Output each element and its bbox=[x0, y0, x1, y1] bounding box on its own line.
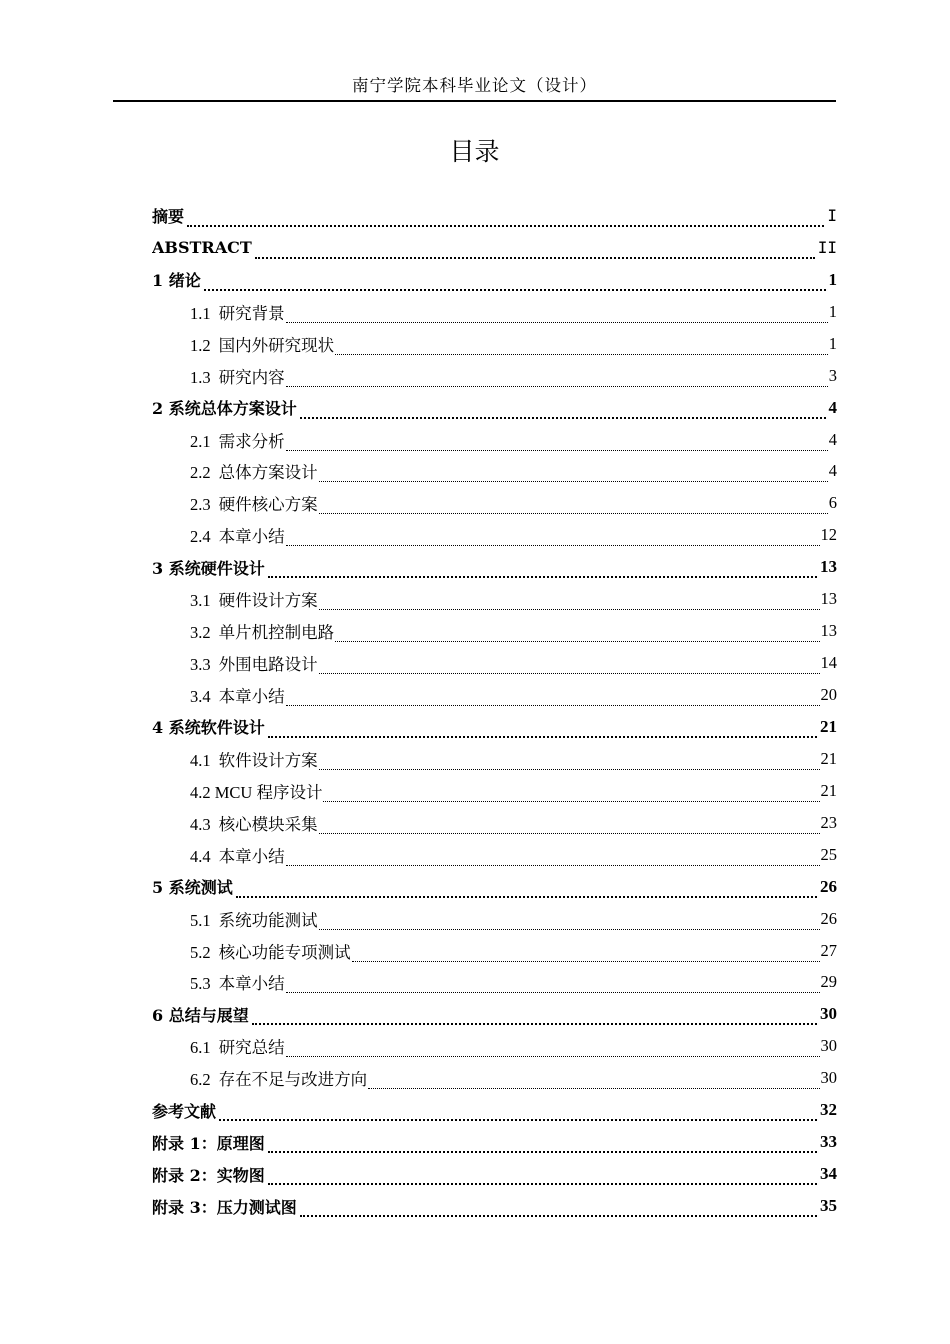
dot-leader bbox=[352, 961, 820, 962]
dot-leader bbox=[323, 801, 819, 802]
toc-entry-number: 5.1 bbox=[190, 910, 211, 930]
toc-entry-label bbox=[152, 1131, 265, 1154]
toc-entry-page-number: 25 bbox=[820, 844, 837, 864]
toc-entry-text: 系统功能测试 bbox=[218, 910, 318, 930]
toc-entry-chapter[interactable] bbox=[152, 232, 837, 264]
toc-entry-chapter[interactable] bbox=[152, 264, 837, 296]
toc-entry-label bbox=[190, 1034, 285, 1058]
toc-entry-label bbox=[152, 268, 201, 291]
dot-leader bbox=[335, 354, 828, 355]
dot-leader bbox=[252, 1023, 817, 1025]
toc-entry-text: 硬件核心方案 bbox=[218, 495, 318, 515]
toc-entry-text: 软件设计方案 bbox=[218, 750, 318, 770]
toc-entry-text: 本章小结 bbox=[218, 846, 285, 866]
toc-entry-page-number: 4 bbox=[828, 397, 837, 417]
toc-entry-page-number: 30 bbox=[820, 1068, 837, 1088]
toc-entry-label bbox=[152, 875, 233, 898]
toc-entry-page-number: 27 bbox=[820, 940, 837, 960]
toc-entry-text: ABSTRACT bbox=[152, 238, 252, 258]
toc-entry-number: 1.1 bbox=[190, 303, 211, 323]
toc-entry-text: 系统测试 bbox=[168, 878, 233, 898]
toc-entry-text: 本章小结 bbox=[218, 974, 285, 994]
toc-entry-chapter[interactable] bbox=[152, 1190, 837, 1222]
dot-leader bbox=[286, 1056, 820, 1057]
toc-entry-label bbox=[190, 332, 334, 356]
toc-entry-text: 摘要 bbox=[152, 207, 185, 227]
toc-entry-page-number: 26 bbox=[820, 908, 837, 928]
toc-entry-text: 系统总体方案设计 bbox=[168, 399, 297, 419]
toc-entry-page-number: 1 bbox=[828, 269, 837, 289]
toc-entry-section[interactable] bbox=[152, 424, 837, 456]
toc-entry-page-number: 33 bbox=[820, 1132, 837, 1152]
dot-leader bbox=[319, 609, 820, 610]
toc-entry-label bbox=[190, 587, 318, 611]
toc-entry-label bbox=[190, 843, 285, 867]
toc-entry-page-number: 20 bbox=[820, 685, 837, 705]
toc-entry-page-number: 26 bbox=[820, 876, 837, 896]
toc-entry-text: 系统软件设计 bbox=[168, 718, 265, 738]
toc-entry-page-number: 23 bbox=[820, 812, 837, 832]
toc-entry-text: 本章小结 bbox=[218, 687, 285, 707]
dot-leader bbox=[204, 289, 826, 291]
dot-leader bbox=[368, 1088, 819, 1089]
dot-leader bbox=[268, 1183, 817, 1185]
toc-entry-label bbox=[190, 747, 318, 771]
dot-leader bbox=[236, 896, 817, 898]
toc-entry-section[interactable] bbox=[152, 615, 837, 647]
toc-entry-number: 3.1 bbox=[190, 591, 211, 611]
toc-entry-number: 6.1 bbox=[190, 1038, 211, 1058]
dot-leader bbox=[319, 481, 828, 482]
dot-leader bbox=[219, 1119, 817, 1121]
toc-entry-number: 2 bbox=[152, 399, 164, 419]
toc-entry-page-number: 35 bbox=[820, 1196, 837, 1216]
toc-entry-text: 附录 1：原理图 bbox=[152, 1133, 265, 1153]
dot-leader bbox=[255, 257, 815, 259]
toc-entry-number: 6.2 bbox=[190, 1070, 211, 1090]
toc-entry-chapter[interactable] bbox=[152, 200, 837, 232]
toc-entry-label bbox=[152, 204, 184, 227]
toc-entry-section[interactable] bbox=[152, 839, 837, 871]
toc-entry-label bbox=[190, 523, 285, 547]
toc-entry-text: 绪论 bbox=[168, 271, 201, 291]
toc-entry-text: 4.2 MCU 程序设计 bbox=[190, 782, 323, 802]
toc-entry-number: 4.1 bbox=[190, 750, 211, 770]
toc-entry-page-number: 4 bbox=[828, 429, 837, 449]
toc-entry-text: 本章小结 bbox=[218, 527, 285, 547]
toc-entry-chapter[interactable] bbox=[152, 871, 837, 903]
toc-entry-label bbox=[152, 1163, 265, 1186]
table-of-contents bbox=[152, 200, 837, 1222]
toc-entry-section[interactable] bbox=[152, 296, 837, 328]
toc-entry-chapter[interactable] bbox=[152, 998, 837, 1030]
toc-entry-text: 研究总结 bbox=[218, 1038, 285, 1058]
toc-entry-section[interactable] bbox=[152, 967, 837, 999]
toc-entry-text: 核心功能专项测试 bbox=[218, 942, 351, 962]
toc-entry-label bbox=[190, 970, 285, 994]
toc-entry-chapter[interactable] bbox=[152, 711, 837, 743]
toc-entry-number: 2.2 bbox=[190, 463, 211, 483]
dot-leader bbox=[319, 513, 828, 514]
toc-entry-text: 参考文献 bbox=[152, 1101, 217, 1121]
toc-entry-number: 3.3 bbox=[190, 655, 211, 675]
toc-entry-page-number: 3 bbox=[828, 365, 837, 385]
toc-entry-number: 4.4 bbox=[190, 846, 211, 866]
toc-entry-chapter[interactable] bbox=[152, 1094, 837, 1126]
toc-entry-page-number: 30 bbox=[820, 1004, 837, 1024]
dot-leader bbox=[300, 417, 826, 419]
toc-entry-number: 3.4 bbox=[190, 687, 211, 707]
toc-entry-text: 单片机控制电路 bbox=[218, 623, 335, 643]
toc-entry-text: 总体方案设计 bbox=[218, 463, 318, 483]
dot-leader bbox=[319, 929, 820, 930]
toc-entry-section[interactable] bbox=[152, 519, 837, 551]
dot-leader bbox=[286, 322, 828, 323]
toc-entry-number: 5.2 bbox=[190, 942, 211, 962]
dot-leader bbox=[286, 545, 820, 546]
dot-leader bbox=[300, 1215, 817, 1217]
toc-entry-page-number: 21 bbox=[820, 780, 837, 800]
dot-leader bbox=[286, 450, 828, 451]
dot-leader bbox=[319, 673, 820, 674]
toc-entry-section[interactable] bbox=[152, 1062, 837, 1094]
dot-leader bbox=[286, 705, 820, 706]
toc-entry-page-number: 1 bbox=[828, 301, 837, 321]
toc-entry-section[interactable] bbox=[152, 456, 837, 488]
toc-entry-label bbox=[152, 556, 265, 579]
toc-entry-section[interactable] bbox=[152, 328, 837, 360]
toc-entry-section[interactable] bbox=[152, 647, 837, 679]
toc-entry-label bbox=[190, 907, 318, 931]
toc-entry-section[interactable] bbox=[152, 679, 837, 711]
toc-entry-section[interactable] bbox=[152, 487, 837, 519]
toc-entry-page-number: 21 bbox=[820, 748, 837, 768]
toc-entry-label bbox=[152, 1099, 216, 1122]
toc-entry-page-number: II bbox=[817, 238, 837, 258]
toc-entry-text: 核心模块采集 bbox=[218, 814, 318, 834]
toc-entry-label bbox=[190, 491, 318, 515]
toc-entry-label bbox=[190, 300, 285, 324]
toc-entry-page-number: I bbox=[827, 206, 837, 226]
toc-entry-section[interactable] bbox=[152, 743, 837, 775]
toc-entry-text: 国内外研究现状 bbox=[218, 335, 335, 355]
toc-entry-text: 系统硬件设计 bbox=[168, 558, 265, 578]
toc-entry-section[interactable] bbox=[152, 360, 837, 392]
toc-entry-number: 2.3 bbox=[190, 495, 211, 515]
toc-entry-page-number: 21 bbox=[820, 716, 837, 736]
toc-entry-page-number: 29 bbox=[820, 972, 837, 992]
toc-entry-number: 4 bbox=[152, 718, 164, 738]
running-header: 南宁学院本科毕业论文（设计） bbox=[352, 76, 597, 95]
toc-entry-label bbox=[190, 1066, 367, 1090]
toc-entry-page-number: 13 bbox=[820, 557, 837, 577]
toc-entry-text: 需求分析 bbox=[218, 431, 285, 451]
toc-entry-page-number: 30 bbox=[820, 1036, 837, 1056]
dot-leader bbox=[335, 641, 819, 642]
dot-leader bbox=[268, 736, 817, 738]
toc-entry-text: 外围电路设计 bbox=[218, 655, 318, 675]
toc-entry-label bbox=[152, 1195, 297, 1218]
toc-entry-chapter[interactable] bbox=[152, 1158, 837, 1190]
toc-entry-page-number: 12 bbox=[820, 525, 837, 545]
toc-entry-label bbox=[190, 811, 318, 835]
header-rule bbox=[113, 100, 836, 102]
toc-entry-label bbox=[190, 939, 351, 963]
toc-entry-label bbox=[152, 715, 265, 738]
toc-entry-label bbox=[152, 238, 252, 257]
toc-entry-page-number: 14 bbox=[820, 653, 837, 673]
toc-entry-page-number: 4 bbox=[828, 461, 837, 481]
toc-entry-text: 研究内容 bbox=[218, 367, 285, 387]
toc-entry-number: 6 bbox=[152, 1005, 164, 1025]
toc-entry-text: 存在不足与改进方向 bbox=[218, 1070, 368, 1090]
toc-entry-label bbox=[152, 396, 297, 419]
toc-entry-section[interactable] bbox=[152, 935, 837, 967]
toc-entry-number: 1.3 bbox=[190, 367, 211, 387]
toc-entry-chapter[interactable] bbox=[152, 551, 837, 583]
toc-entry-label bbox=[190, 459, 318, 483]
dot-leader bbox=[286, 386, 828, 387]
toc-entry-label bbox=[152, 1003, 249, 1026]
toc-entry-label bbox=[190, 619, 334, 643]
toc-entry-section[interactable] bbox=[152, 807, 837, 839]
toc-entry-number: 2.4 bbox=[190, 527, 211, 547]
toc-entry-page-number: 32 bbox=[820, 1100, 837, 1120]
toc-entry-page-number: 34 bbox=[820, 1164, 837, 1184]
toc-entry-number: 5.3 bbox=[190, 974, 211, 994]
toc-entry-section[interactable] bbox=[152, 1030, 837, 1062]
toc-entry-number: 2.1 bbox=[190, 431, 211, 451]
dot-leader bbox=[187, 225, 824, 227]
dot-leader bbox=[286, 992, 820, 993]
toc-entry-page-number: 13 bbox=[820, 589, 837, 609]
dot-leader bbox=[319, 769, 820, 770]
toc-entry-text: 总结与展望 bbox=[168, 1005, 249, 1025]
toc-entry-label bbox=[190, 683, 285, 707]
toc-entry-number: 4.3 bbox=[190, 814, 211, 834]
toc-entry-chapter[interactable] bbox=[152, 1126, 837, 1158]
toc-entry-label bbox=[190, 779, 322, 803]
toc-entry-number: 3 bbox=[152, 558, 164, 578]
toc-entry-page-number: 1 bbox=[828, 333, 837, 353]
toc-entry-number: 1.2 bbox=[190, 335, 211, 355]
toc-entry-label bbox=[190, 651, 318, 675]
toc-entry-text: 硬件设计方案 bbox=[218, 591, 318, 611]
toc-entry-chapter[interactable] bbox=[152, 392, 837, 424]
toc-entry-page-number: 6 bbox=[828, 493, 837, 513]
toc-entry-text: 研究背景 bbox=[218, 303, 285, 323]
toc-entry-number: 5 bbox=[152, 878, 164, 898]
dot-leader bbox=[319, 833, 820, 834]
dot-leader bbox=[286, 865, 820, 866]
toc-title: 目录 bbox=[449, 137, 500, 166]
toc-entry-label bbox=[190, 364, 285, 388]
toc-entry-page-number: 13 bbox=[820, 621, 837, 641]
toc-entry-section[interactable] bbox=[152, 775, 837, 807]
dot-leader bbox=[268, 576, 817, 578]
toc-entry-number: 1 bbox=[152, 271, 164, 291]
toc-entry-number: 3.2 bbox=[190, 623, 211, 643]
toc-entry-section[interactable] bbox=[152, 903, 837, 935]
dot-leader bbox=[268, 1151, 817, 1153]
toc-entry-section[interactable] bbox=[152, 583, 837, 615]
toc-entry-text: 附录 3：压力测试图 bbox=[152, 1197, 297, 1217]
toc-entry-label bbox=[190, 428, 285, 452]
toc-entry-text: 附录 2：实物图 bbox=[152, 1165, 265, 1185]
